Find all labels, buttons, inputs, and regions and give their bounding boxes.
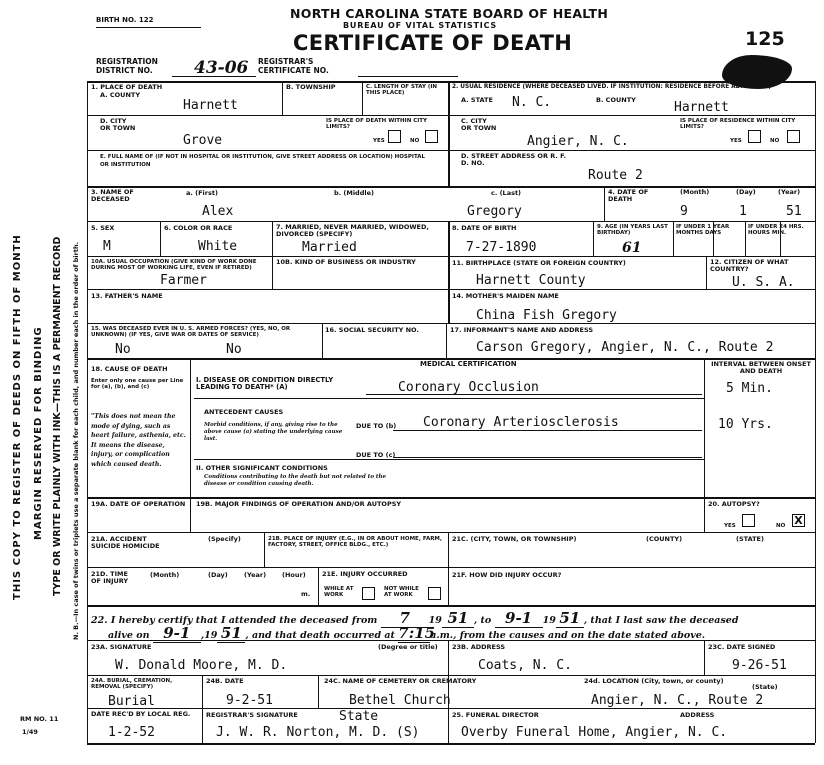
degree-label: (Degree or title) (378, 643, 438, 651)
citizen-label: 12. CITIZEN OF WHAT COUNTRY? (710, 258, 789, 273)
under-1-year-label: IF UNDER 1 YEAR MONTHS DAYS (676, 224, 730, 236)
page-title: CERTIFICATE OF DEATH (293, 31, 573, 55)
due-to-b: Coronary Arteriosclerosis (423, 415, 619, 430)
registrar-state: State (339, 709, 379, 724)
birthplace: Harnett County (476, 273, 586, 288)
time-of-injury-label: 21D. TIME OF INJURY (91, 570, 129, 585)
alive-on-label: alive on (108, 630, 150, 641)
race: White (198, 239, 238, 254)
burial-type-label: 24A. BURIAL, CREMATION, REMOVAL (SPECIFY) (91, 678, 173, 690)
certify-line-2: alive on 9-1 ,19 51 , and that death occurred at 7:15a.m., from the causes and on the date stated above. (108, 624, 706, 642)
findings-label: 19B. MAJOR FINDINGS OF OPERATION AND/OR AUTOPSY (196, 500, 402, 508)
death-month-label: (Month) (680, 188, 710, 196)
certify-from-year: 51 (442, 609, 474, 628)
autopsy-yes-label: YES (724, 523, 736, 529)
form-date: 1/49 (22, 728, 38, 736)
margin-text-3: TYPE OR WRITE PLAINLY WITH INK—THIS IS A PERMANENT RECORD (52, 236, 63, 596)
registrar-signature-label: REGISTRAR'S SIGNATURE (206, 711, 298, 719)
injury-m-label: m. (301, 590, 311, 598)
death-no-label: NO (410, 138, 420, 144)
not-at-work-checkbox[interactable] (428, 587, 441, 600)
date-signed-label: 23C. DATE SIGNED (708, 643, 776, 651)
residence-yes-label: YES (730, 138, 742, 144)
residence-yes-checkbox[interactable] (748, 130, 761, 143)
residence-no-checkbox[interactable] (787, 130, 800, 143)
date-signed: 9-26-51 (732, 658, 787, 673)
cemetery: Bethel Church (349, 693, 451, 708)
date-of-death-label: 4. DATE OF DEATH (608, 188, 649, 203)
injury-year-label: (Year) (244, 571, 267, 579)
alive-on-date: 9-1 (153, 624, 201, 643)
burial-date-label: 24B. DATE (206, 677, 244, 685)
physician-address-label: 23B. ADDRESS (452, 643, 506, 651)
accident-label: 21A. ACCIDENT SUICIDE HOMICIDE (91, 535, 160, 550)
other-conditions-label: II. OTHER SIGNIFICANT CONDITIONS (196, 464, 328, 472)
race-label: 6. COLOR OR RACE (164, 224, 233, 232)
registration-district-value: 43-06 (194, 58, 249, 78)
alive-on-19: 19 (204, 630, 218, 641)
injury-day-label: (Day) (208, 571, 228, 579)
marital-status: Married (302, 240, 357, 255)
margin-text-1: THIS COPY TO REGISTER OF DEEDS ON FIFTH OF MONTH (12, 234, 23, 600)
place-of-injury-label: 21B. PLACE OF INJURY (E.G., IN OR ABOUT HOME, FARM, FACTORY, STREET, OFFICE BLDG., ETC.) (268, 536, 442, 548)
certify-to-label: to (480, 615, 492, 626)
due-to-c-label: DUE TO (c) (356, 451, 396, 459)
citizen: U. S. A. (732, 275, 795, 290)
armed-forces-service: No (226, 342, 242, 357)
occupation-label: 10A. USUAL OCCUPATION (GIVE KIND OF WORK DONE DURING MOST OF WORKING LIFE, EVEN IF RETIRED) (91, 259, 257, 271)
autopsy-label: 20. AUTOPSY? (708, 500, 760, 508)
injury-occurred-label: 21E. INJURY OCCURRED (322, 570, 408, 578)
physician-signature: W. Donald Moore, M. D. (115, 658, 288, 673)
death-month: 9 (680, 204, 688, 219)
burial-location: Angier, N. C., Route 2 (591, 693, 764, 708)
alive-on-year: 51 (217, 624, 245, 643)
not-at-work-label: NOT WHILE AT WORK (384, 586, 419, 598)
residence-label: 2. USUAL RESIDENCE (WHERE DECEASED LIVED. IF INSTITUTION: RESIDENCE BEFORE ADMISSION) (452, 84, 772, 90)
interval-label: INTERVAL BETWEEN ONSET AND DEATH (711, 360, 811, 375)
burial-type: Burial (108, 694, 155, 709)
autopsy-no-label: NO (776, 523, 786, 529)
autopsy-yes-checkbox[interactable] (742, 514, 755, 527)
certify-to-year: 51 (556, 609, 584, 628)
cemetery-label: 24C. NAME OF CEMETERY OR CREMATORY (324, 677, 477, 685)
date-of-birth: 7-27-1890 (466, 240, 537, 255)
funeral-director-label: 25. FUNERAL DIRECTOR (452, 711, 539, 719)
accident-specify: (Specify) (208, 535, 241, 543)
physician-address: Coats, N. C. (478, 658, 572, 673)
injury-month-label: (Month) (150, 571, 180, 579)
cause-note: "This does not mean the mode of dying, such as heart failure, asthenia, etc. It means the disease, injury, or complication which caused death. (91, 413, 186, 468)
informant: Carson Gregory, Angier, N. C., Route 2 (476, 340, 774, 355)
registration-district-label: REGISTRATION DISTRICT NO. (96, 57, 158, 75)
death-time-suffix: a.m., from the causes and on the date stated above. (430, 630, 706, 641)
certify-from-19: 19 (428, 615, 442, 626)
form-number: RM NO. 11 (20, 715, 59, 723)
first-name: Alex (202, 204, 234, 219)
date-received-label: DATE REC'D BY LOCAL REG. (91, 710, 191, 718)
margin-text-4: N. B.—In case of twins or triplets use a separate blank for each child, and number each in the order of birth. (72, 241, 80, 640)
under-24-hrs-label: IF UNDER 24 HRS. HOURS MIN. (748, 224, 804, 236)
death-no-checkbox[interactable] (425, 130, 438, 143)
informant-label: 17. INFORMANT'S NAME AND ADDRESS (450, 326, 594, 334)
autopsy-no-checkbox[interactable] (792, 514, 805, 527)
registrars-certificate-label: REGISTRAR'S CERTIFICATE NO. (258, 57, 329, 75)
certify-to-19: 19 (542, 615, 556, 626)
length-of-stay-label: C. LENGTH OF STAY (IN THIS PLACE) (366, 84, 438, 96)
birthplace-label: 11. BIRTHPLACE (STATE OR FOREIGN COUNTRY) (452, 259, 626, 267)
residence-within-limits-label: IS PLACE OF RESIDENCE WITHIN CITY LIMITS? (680, 118, 796, 130)
death-year: 51 (786, 204, 802, 219)
autopsy-no-mark: X (794, 514, 803, 527)
how-injury-label: 21F. HOW DID INJURY OCCUR? (452, 571, 562, 579)
death-day-label: (Day) (736, 188, 756, 196)
interval-a: 5 Min. (726, 381, 773, 396)
funeral-director: Overby Funeral Home, Angier, N. C. (461, 725, 728, 740)
injury-hour-label: (Hour) (282, 571, 306, 579)
sex: M (103, 239, 111, 254)
death-county: Harnett (183, 98, 238, 113)
death-yes-checkbox[interactable] (388, 130, 401, 143)
cause-instructions: Enter only one cause per Line for (a), (b), and (c) (91, 378, 184, 390)
while-at-work-label: WHILE AT WORK (324, 586, 354, 598)
residence-no-label: NO (770, 138, 780, 144)
last-name-label: c. (Last) (491, 189, 522, 197)
marital-label: 7. MARRIED, NEVER MARRIED, WIDOWED, DIVORCED (SPECIFY) (276, 223, 429, 238)
birth-no-label: BIRTH NO. 122 (96, 16, 154, 24)
armed-forces-label: 15. WAS DECEASED EVER IN U. S. ARMED FORCES? (YES, NO, OR UNKNOWN) (IF YES, GIVE WAR OR DATES OF SERVICE) (91, 326, 291, 338)
business-label: 10B. KIND OF BUSINESS OR INDUSTRY (276, 258, 416, 266)
death-time: 7:15 (398, 624, 436, 642)
death-year-label: (Year) (778, 188, 801, 196)
age: 61 (622, 240, 642, 256)
middle-name-label: b. (Middle) (334, 189, 374, 197)
residence-state-label: A. STATE (461, 96, 493, 104)
death-county-label: A. COUNTY (100, 91, 141, 99)
death-yes-label: YES (373, 138, 385, 144)
cause-label: 18. CAUSE OF DEATH (91, 365, 168, 373)
death-occurred-text: , and that death occurred at (245, 630, 395, 641)
mother-name: China Fish Gregory (476, 308, 617, 323)
residence-city: Angier, N. C. (527, 134, 629, 149)
age-label: 9. AGE (IN YEARS LAST BIRTHDAY) (597, 224, 668, 236)
dob-label: 8. DATE OF BIRTH (452, 224, 517, 232)
place-of-death-label: 1. PLACE OF DEATH (91, 83, 163, 91)
street-address: Route 2 (588, 168, 643, 183)
certify-text-1: 22. I hereby certify that I attended the deceased from (91, 615, 378, 626)
margin-text-2: MARGIN RESERVED FOR BINDING (33, 326, 44, 540)
armed-forces-value: No (115, 342, 131, 357)
burial-location-state-label: (State) (752, 683, 778, 691)
death-city: Grove (183, 133, 223, 148)
disease-label: I. DISEASE OR CONDITION DIRECTLY LEADING TO DEATH* (A) (196, 376, 334, 391)
injury-city-label: 21C. (CITY, TOWN, OR TOWNSHIP) (452, 535, 577, 543)
death-within-limits-label: IS PLACE OF DEATH WITHIN CITY LIMITS? (326, 118, 428, 130)
death-city-label: D. CITY OR TOWN (100, 117, 136, 132)
due-to-b-label: DUE TO (b) (356, 422, 397, 430)
father-label: 13. FATHER'S NAME (91, 292, 163, 300)
occupation: Farmer (160, 273, 207, 288)
burial-location-label: 24d. LOCATION (City, town, or county) (584, 677, 724, 685)
ssn-label: 16. SOCIAL SECURITY NO. (325, 326, 419, 334)
last-name: Gregory (467, 204, 522, 219)
injury-county-label: (COUNTY) (646, 535, 683, 543)
certify-to-date: 9-1 (495, 609, 543, 628)
residence-county-label: B. COUNTY (596, 96, 636, 104)
date-received: 1-2-52 (108, 725, 155, 740)
certify-line-1: 22. I hereby certify that I attended the deceased from 7 19 51 , to 9-1 19 51 , that I last saw the deceased (91, 609, 739, 627)
funeral-director-address-label: ADDRESS (680, 711, 715, 719)
sex-label: 5. SEX (91, 224, 115, 232)
burial-date: 9-2-51 (226, 693, 273, 708)
certificate-number: 125 (745, 28, 785, 50)
certify-from-month: 7 (381, 609, 429, 628)
antecedent-note: Morbid conditions, if any, giving rise to the above cause (a) stating the underlying cause last. (204, 422, 343, 442)
first-name-label: a. (First) (186, 189, 218, 197)
agency-title: NORTH CAROLINA STATE BOARD OF HEALTH (290, 6, 609, 21)
street-label: D. STREET ADDRESS OR R. F. D. NO. (461, 152, 567, 167)
bureau-title: BUREAU OF VITAL STATISTICS (343, 21, 497, 30)
injury-state-label: (STATE) (736, 535, 764, 543)
registrar-signature: J. W. R. Norton, M. D. (S) (216, 725, 420, 740)
mother-label: 14. MOTHER'S MAIDEN NAME (452, 292, 559, 300)
township-label: B. TOWNSHIP (286, 83, 336, 91)
residence-state: N. C. (512, 95, 552, 110)
residence-county: Harnett (674, 100, 729, 115)
while-at-work-checkbox[interactable] (362, 587, 375, 600)
signature-label: 23A. SIGNATURE (91, 643, 152, 651)
interval-b: 10 Yrs. (718, 417, 773, 432)
operation-date-label: 19A. DATE OF OPERATION (91, 500, 186, 508)
hospital-label: E. FULL NAME OF (IF NOT IN HOSPITAL OR INSTITUTION, GIVE STREET ADDRESS OR LOCATION) HOSPITAL OR INSTITUTION (100, 154, 426, 168)
other-conditions-note: Conditions contributing to the death but not related to the disease or condition causing death. (204, 474, 386, 487)
name-label: 3. NAME OF DECEASED (91, 188, 134, 203)
certify-text-2: , that I last saw the deceased (583, 615, 739, 626)
death-day: 1 (739, 204, 747, 219)
medical-certification-title: MEDICAL CERTIFICATION (420, 360, 517, 368)
residence-city-label: C. CITY OR TOWN (461, 117, 497, 132)
disease: Coronary Occlusion (398, 380, 539, 395)
antecedent-label: ANTECEDENT CAUSES (204, 408, 284, 416)
